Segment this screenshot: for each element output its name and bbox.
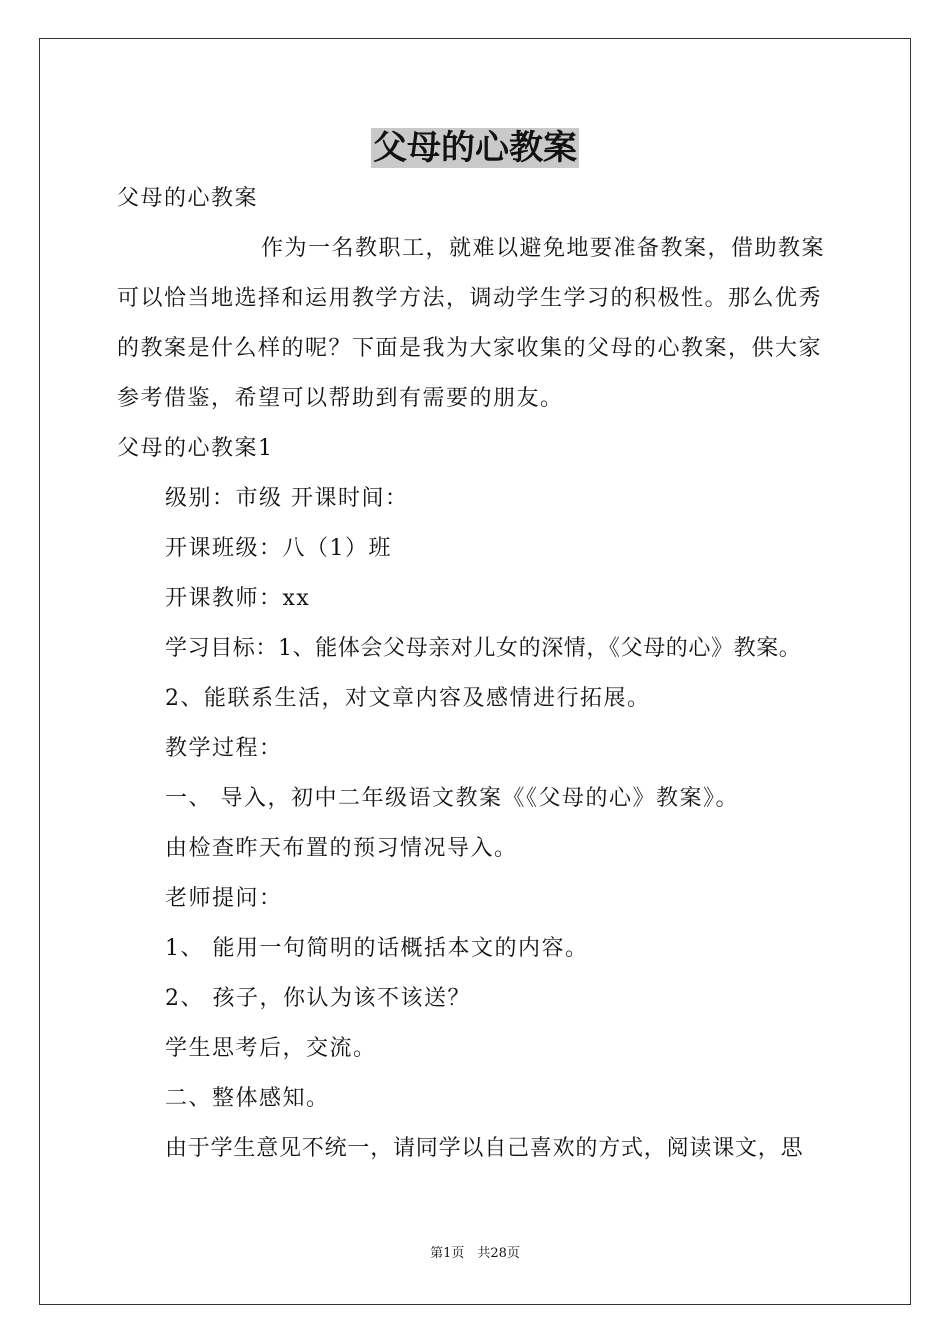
paragraph-line: 由检查昨天布置的预习情况导入。 <box>165 836 518 861</box>
paragraph-line: 1、 能用一句简明的话概括本文的内容。 <box>165 936 589 961</box>
document-title-text: 父母的心教案 <box>373 128 577 168</box>
paragraph-line: 老师提问： <box>165 886 283 911</box>
paragraph-line: 的教案是什么样的呢？下面是我为大家收集的父母的心教案，供大家 <box>117 336 823 361</box>
paragraph-line: 开课教师：xx <box>165 586 311 611</box>
paragraph-line: 作为一名教职工，就难以避免地要准备教案，借助教案 <box>261 236 826 261</box>
paragraph-line: 学生思考后，交流。 <box>165 1036 377 1061</box>
paragraph-line: 一、 导入，初中二年级语文教案《《父母的心》教案》。 <box>165 786 739 811</box>
page-footer: 第1页 共28页 <box>430 1246 520 1261</box>
paragraph-line: 2、 孩子，你认为该不该送？ <box>165 986 471 1011</box>
paragraph-line: 教学过程： <box>165 736 283 761</box>
page-border <box>39 38 911 1305</box>
paragraph-line: 2、能联系生活，对文章内容及感情进行拓展。 <box>165 686 651 711</box>
paragraph-line: 参考借鉴，希望可以帮助到有需要的朋友。 <box>117 386 564 411</box>
section-heading: 父母的心教案1 <box>117 436 274 461</box>
paragraph-line: 级别：市级 开课时间： <box>165 486 409 511</box>
paragraph-line: 学习目标：1、能体会父母亲对儿女的深情，《父母的心》教案。 <box>165 636 802 661</box>
document-title <box>0 124 950 172</box>
subtitle-line: 父母的心教案 <box>117 186 259 211</box>
paragraph-line: 可以恰当地选择和运用教学方法，调动学生学习的积极性。那么优秀 <box>117 286 823 311</box>
paragraph-line: 二、整体感知。 <box>165 1086 330 1111</box>
paragraph-line: 开课班级：八（1）班 <box>165 536 392 561</box>
paragraph-line: 由于学生意见不统一，请同学以自己喜欢的方式，阅读课文，思 <box>165 1136 804 1161</box>
